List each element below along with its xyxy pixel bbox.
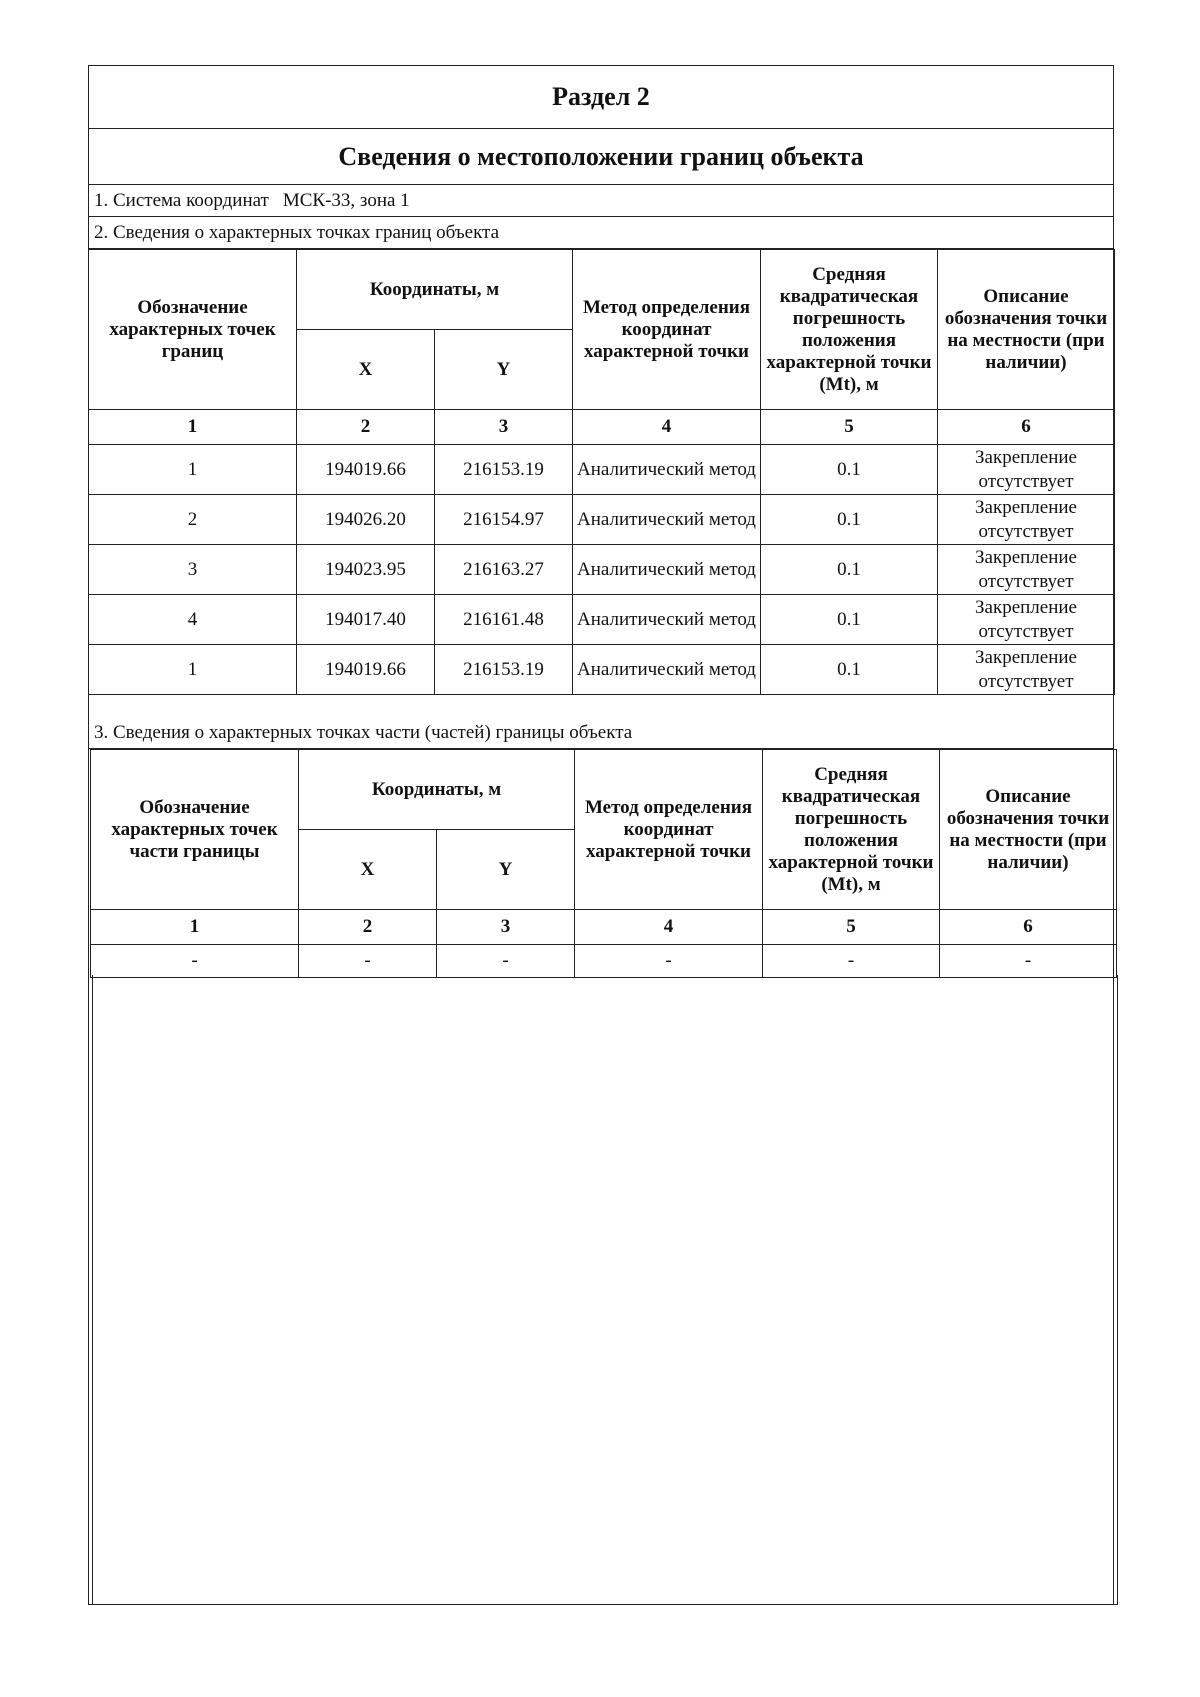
column-number: 4 [575, 910, 763, 945]
empty-cell: - [575, 945, 763, 978]
column-number: 2 [299, 910, 437, 945]
point-id: 3 [89, 545, 297, 595]
empty-cell: - [437, 945, 575, 978]
col-method-header: Метод определения координат характерной точки [573, 250, 761, 410]
description: Закрепление отсутствует [938, 545, 1115, 595]
error: 0.1 [761, 495, 938, 545]
error: 0.1 [761, 545, 938, 595]
coordinate-system-value: МСК-33, зона 1 [282, 190, 410, 211]
table-row [89, 445, 1115, 495]
column-number: 2 [297, 410, 435, 445]
table-row [91, 945, 1117, 978]
col-method-header: Метод определения координат характерной точки [575, 750, 763, 910]
empty-cell: - [763, 945, 940, 978]
point-id: 1 [89, 445, 297, 495]
col-coordinates-header: Координаты, м [299, 750, 575, 830]
col-designation-header: Обозначение характерных точек границ [89, 250, 297, 410]
coord-y: 216163.27 [435, 545, 573, 595]
table-row [89, 595, 1115, 645]
error: 0.1 [761, 645, 938, 695]
col-description-header: Описание обозначения точки на местности (при наличии) [940, 750, 1117, 910]
column-number: 3 [435, 410, 573, 445]
part-points-heading: 3. Сведения о характерных точках части (частей) границы объекта [88, 717, 1114, 749]
point-id: 4 [89, 595, 297, 645]
table-row [89, 545, 1115, 595]
column-number: 5 [761, 410, 938, 445]
col-x-header: X [299, 830, 437, 910]
coordinate-system-label: 1. Система координат [94, 190, 269, 211]
col-y-header: Y [437, 830, 575, 910]
description: Закрепление отсутствует [938, 495, 1115, 545]
col-error-header: Средняя квадратическая погрешность положения характерной точки (Mt), м [763, 750, 940, 910]
column-number: 6 [938, 410, 1115, 445]
column-number: 1 [89, 410, 297, 445]
coordinate-system-row [88, 185, 1114, 217]
method: Аналитический метод [573, 545, 761, 595]
col-designation-header: Обозначение характерных точек части границы [91, 750, 299, 910]
description: Закрепление отсутствует [938, 595, 1115, 645]
empty-cell: - [299, 945, 437, 978]
coord-y: 216161.48 [435, 595, 573, 645]
coord-x: 194017.40 [297, 595, 435, 645]
method: Аналитический метод [573, 595, 761, 645]
table-row [89, 495, 1115, 545]
part-points-table [90, 749, 1117, 978]
col-description-header: Описание обозначения точки на местности (при наличии) [938, 250, 1115, 410]
column-number: 4 [573, 410, 761, 445]
col-coordinates-header: Координаты, м [297, 250, 573, 330]
coord-x: 194026.20 [297, 495, 435, 545]
column-number: 5 [763, 910, 940, 945]
column-number: 1 [91, 910, 299, 945]
col-y-header: Y [435, 330, 573, 410]
point-id: 1 [89, 645, 297, 695]
section-heading: Раздел 2 [88, 65, 1114, 129]
table-row [89, 645, 1115, 695]
col-x-header: X [297, 330, 435, 410]
coord-x: 194019.66 [297, 445, 435, 495]
method: Аналитический метод [573, 445, 761, 495]
coord-y: 216154.97 [435, 495, 573, 545]
column-number: 6 [940, 910, 1117, 945]
empty-lower-area [92, 975, 1118, 1605]
method: Аналитический метод [573, 495, 761, 545]
coord-y: 216153.19 [435, 445, 573, 495]
description: Закрепление отсутствует [938, 445, 1115, 495]
col-error-header: Средняя квадратическая погрешность положения характерной точки (Mt), м [761, 250, 938, 410]
coord-x: 194019.66 [297, 645, 435, 695]
empty-cell: - [940, 945, 1117, 978]
boundary-points-heading: 2. Сведения о характерных точках границ объекта [88, 217, 1114, 249]
error: 0.1 [761, 595, 938, 645]
method: Аналитический метод [573, 645, 761, 695]
description: Закрепление отсутствует [938, 645, 1115, 695]
boundary-points-table [88, 249, 1115, 695]
document-title: Сведения о местоположении границ объекта [88, 129, 1114, 185]
point-id: 2 [89, 495, 297, 545]
coord-x: 194023.95 [297, 545, 435, 595]
column-number: 3 [437, 910, 575, 945]
error: 0.1 [761, 445, 938, 495]
coord-y: 216153.19 [435, 645, 573, 695]
empty-cell: - [91, 945, 299, 978]
